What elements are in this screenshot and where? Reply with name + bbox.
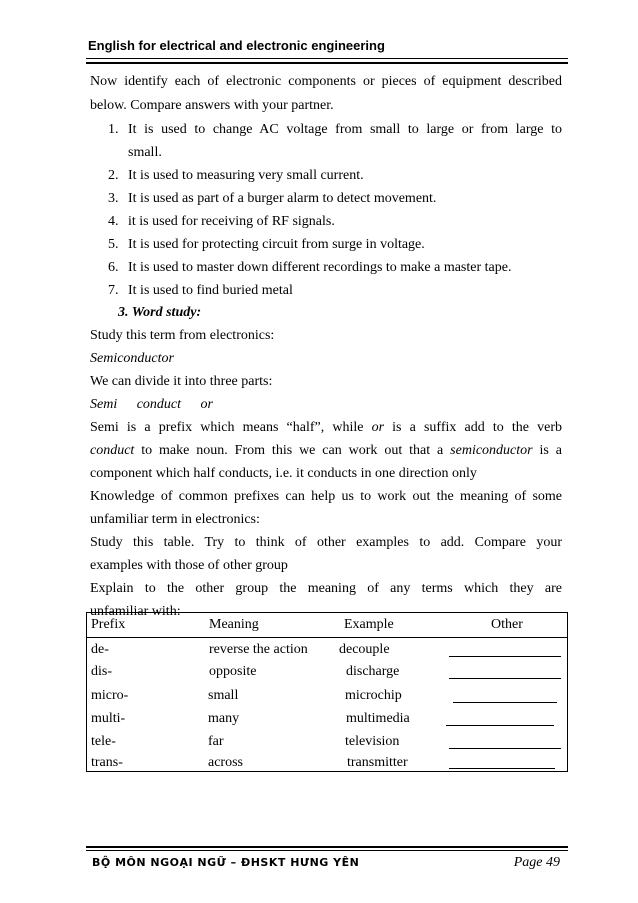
table-cell-meaning: across xyxy=(208,755,243,770)
list-text: It is used to find buried metal xyxy=(128,283,293,298)
list-text: It is used for protecting circuit from surge in voltage. xyxy=(128,237,425,252)
list-item-4 xyxy=(108,213,562,231)
table-cell-prefix: micro- xyxy=(91,688,129,703)
header-rule-thick xyxy=(86,62,568,64)
intro-line-2: below. Compare answers with your partner. xyxy=(90,98,334,113)
study-term-line: Study this term from electronics: xyxy=(90,328,275,343)
intro-line-1: Now identify each of electronic components or pieces of equipment described xyxy=(90,74,562,89)
knowledge-line-1: Knowledge of common prefixes can help us to work out the meaning of some xyxy=(90,489,562,504)
study-table-line-1: Study this table. Try to think of other examples to add. Compare your xyxy=(90,535,562,550)
list-item-1 xyxy=(108,121,562,139)
table-cell-meaning: small xyxy=(208,688,239,703)
semi-text: is a suffix add to the verb xyxy=(384,420,562,435)
footer-department: BỘ MÔN NGOẠI NGỮ – ĐHSKT HƯNG YÊN xyxy=(92,856,360,869)
list-text: it is used for receiving of RF signals. xyxy=(128,214,335,229)
list-number: 3. xyxy=(108,191,119,206)
list-number: 7. xyxy=(108,283,119,298)
list-text: It is used to change AC voltage from small to large or from large to xyxy=(128,122,562,137)
table-blank-other xyxy=(449,655,561,657)
semi-text: is a xyxy=(532,443,562,458)
semi-text: Semi is a prefix which means “half”, while xyxy=(90,420,372,435)
table-blank-other xyxy=(449,747,561,749)
table-header-divider xyxy=(87,637,567,638)
list-item-7 xyxy=(108,282,562,300)
part-semi: Semi xyxy=(90,397,118,412)
term-semiconductor: Semiconductor xyxy=(90,351,174,366)
divide-line: We can divide it into three parts: xyxy=(90,374,273,389)
table-header-other: Other xyxy=(491,617,523,632)
table-blank-other xyxy=(453,701,557,703)
part-conduct: conduct xyxy=(136,397,182,412)
list-number: 4. xyxy=(108,214,119,229)
list-number: 5. xyxy=(108,237,119,252)
footer-rule-thick xyxy=(86,846,568,848)
table-header-example: Example xyxy=(344,617,394,632)
prefix-table xyxy=(86,612,568,772)
term-parts xyxy=(90,396,562,414)
list-item-6 xyxy=(108,259,562,277)
semi-para-line-2 xyxy=(90,442,562,460)
knowledge-line-2: unfamiliar term in electronics: xyxy=(90,512,260,527)
table-cell-prefix: multi- xyxy=(91,711,126,726)
list-item-2 xyxy=(108,167,562,185)
table-cell-meaning: far xyxy=(208,734,224,749)
explain-line-1: Explain to the other group the meaning of any terms which they are xyxy=(90,581,562,596)
list-number: 6. xyxy=(108,260,119,275)
page-header-title: English for electrical and electronic engineering xyxy=(88,38,385,53)
semi-conduct-term: conduct xyxy=(90,443,135,458)
page-number: Page 49 xyxy=(513,855,560,870)
table-header-prefix: Prefix xyxy=(91,617,126,632)
list-item-1-continuation: small. xyxy=(128,145,162,160)
table-cell-prefix: trans- xyxy=(91,755,123,770)
table-cell-prefix: tele- xyxy=(91,734,116,749)
footer-rule-thin xyxy=(86,850,568,851)
table-cell-example: decouple xyxy=(339,642,390,657)
list-item-3 xyxy=(108,190,562,208)
explain-line-2: unfamiliar with: xyxy=(90,604,181,619)
list-number: 2. xyxy=(108,168,119,183)
table-cell-example: television xyxy=(345,734,400,749)
semi-or-term: or xyxy=(371,420,385,435)
table-cell-meaning: many xyxy=(208,711,240,726)
table-blank-other xyxy=(449,767,555,769)
table-cell-example: microchip xyxy=(345,688,402,703)
table-cell-prefix: dis- xyxy=(91,664,112,679)
study-table-line-2: examples with those of other group xyxy=(90,558,288,573)
table-cell-meaning: opposite xyxy=(209,664,257,679)
table-cell-meaning: reverse the action xyxy=(209,642,308,657)
semi-para-line-3: component which half conducts, i.e. it conducts in one direction only xyxy=(90,466,477,481)
list-number: 1. xyxy=(108,122,119,137)
table-blank-other xyxy=(449,677,561,679)
table-cell-prefix: de- xyxy=(91,642,109,657)
part-or: or xyxy=(200,397,213,412)
list-text: It is used to master down different recordings to make a master tape. xyxy=(128,260,512,275)
table-blank-other xyxy=(446,724,554,726)
table-cell-example: discharge xyxy=(346,664,400,679)
table-cell-example: multimedia xyxy=(346,711,410,726)
semi-para-line-1 xyxy=(90,419,562,437)
semi-text: to make noun. From this we can work out that a xyxy=(134,443,451,458)
list-item-5 xyxy=(108,236,562,254)
list-text: It is used to measuring very small current. xyxy=(128,168,364,183)
list-text: It is used as part of a burger alarm to detect movement. xyxy=(128,191,437,206)
semi-semiconductor-term: semiconductor xyxy=(450,443,533,458)
word-study-heading: 3. Word study: xyxy=(118,305,202,320)
header-rule-thin xyxy=(86,58,568,59)
table-header-meaning: Meaning xyxy=(209,617,259,632)
table-cell-example: transmitter xyxy=(347,755,408,770)
